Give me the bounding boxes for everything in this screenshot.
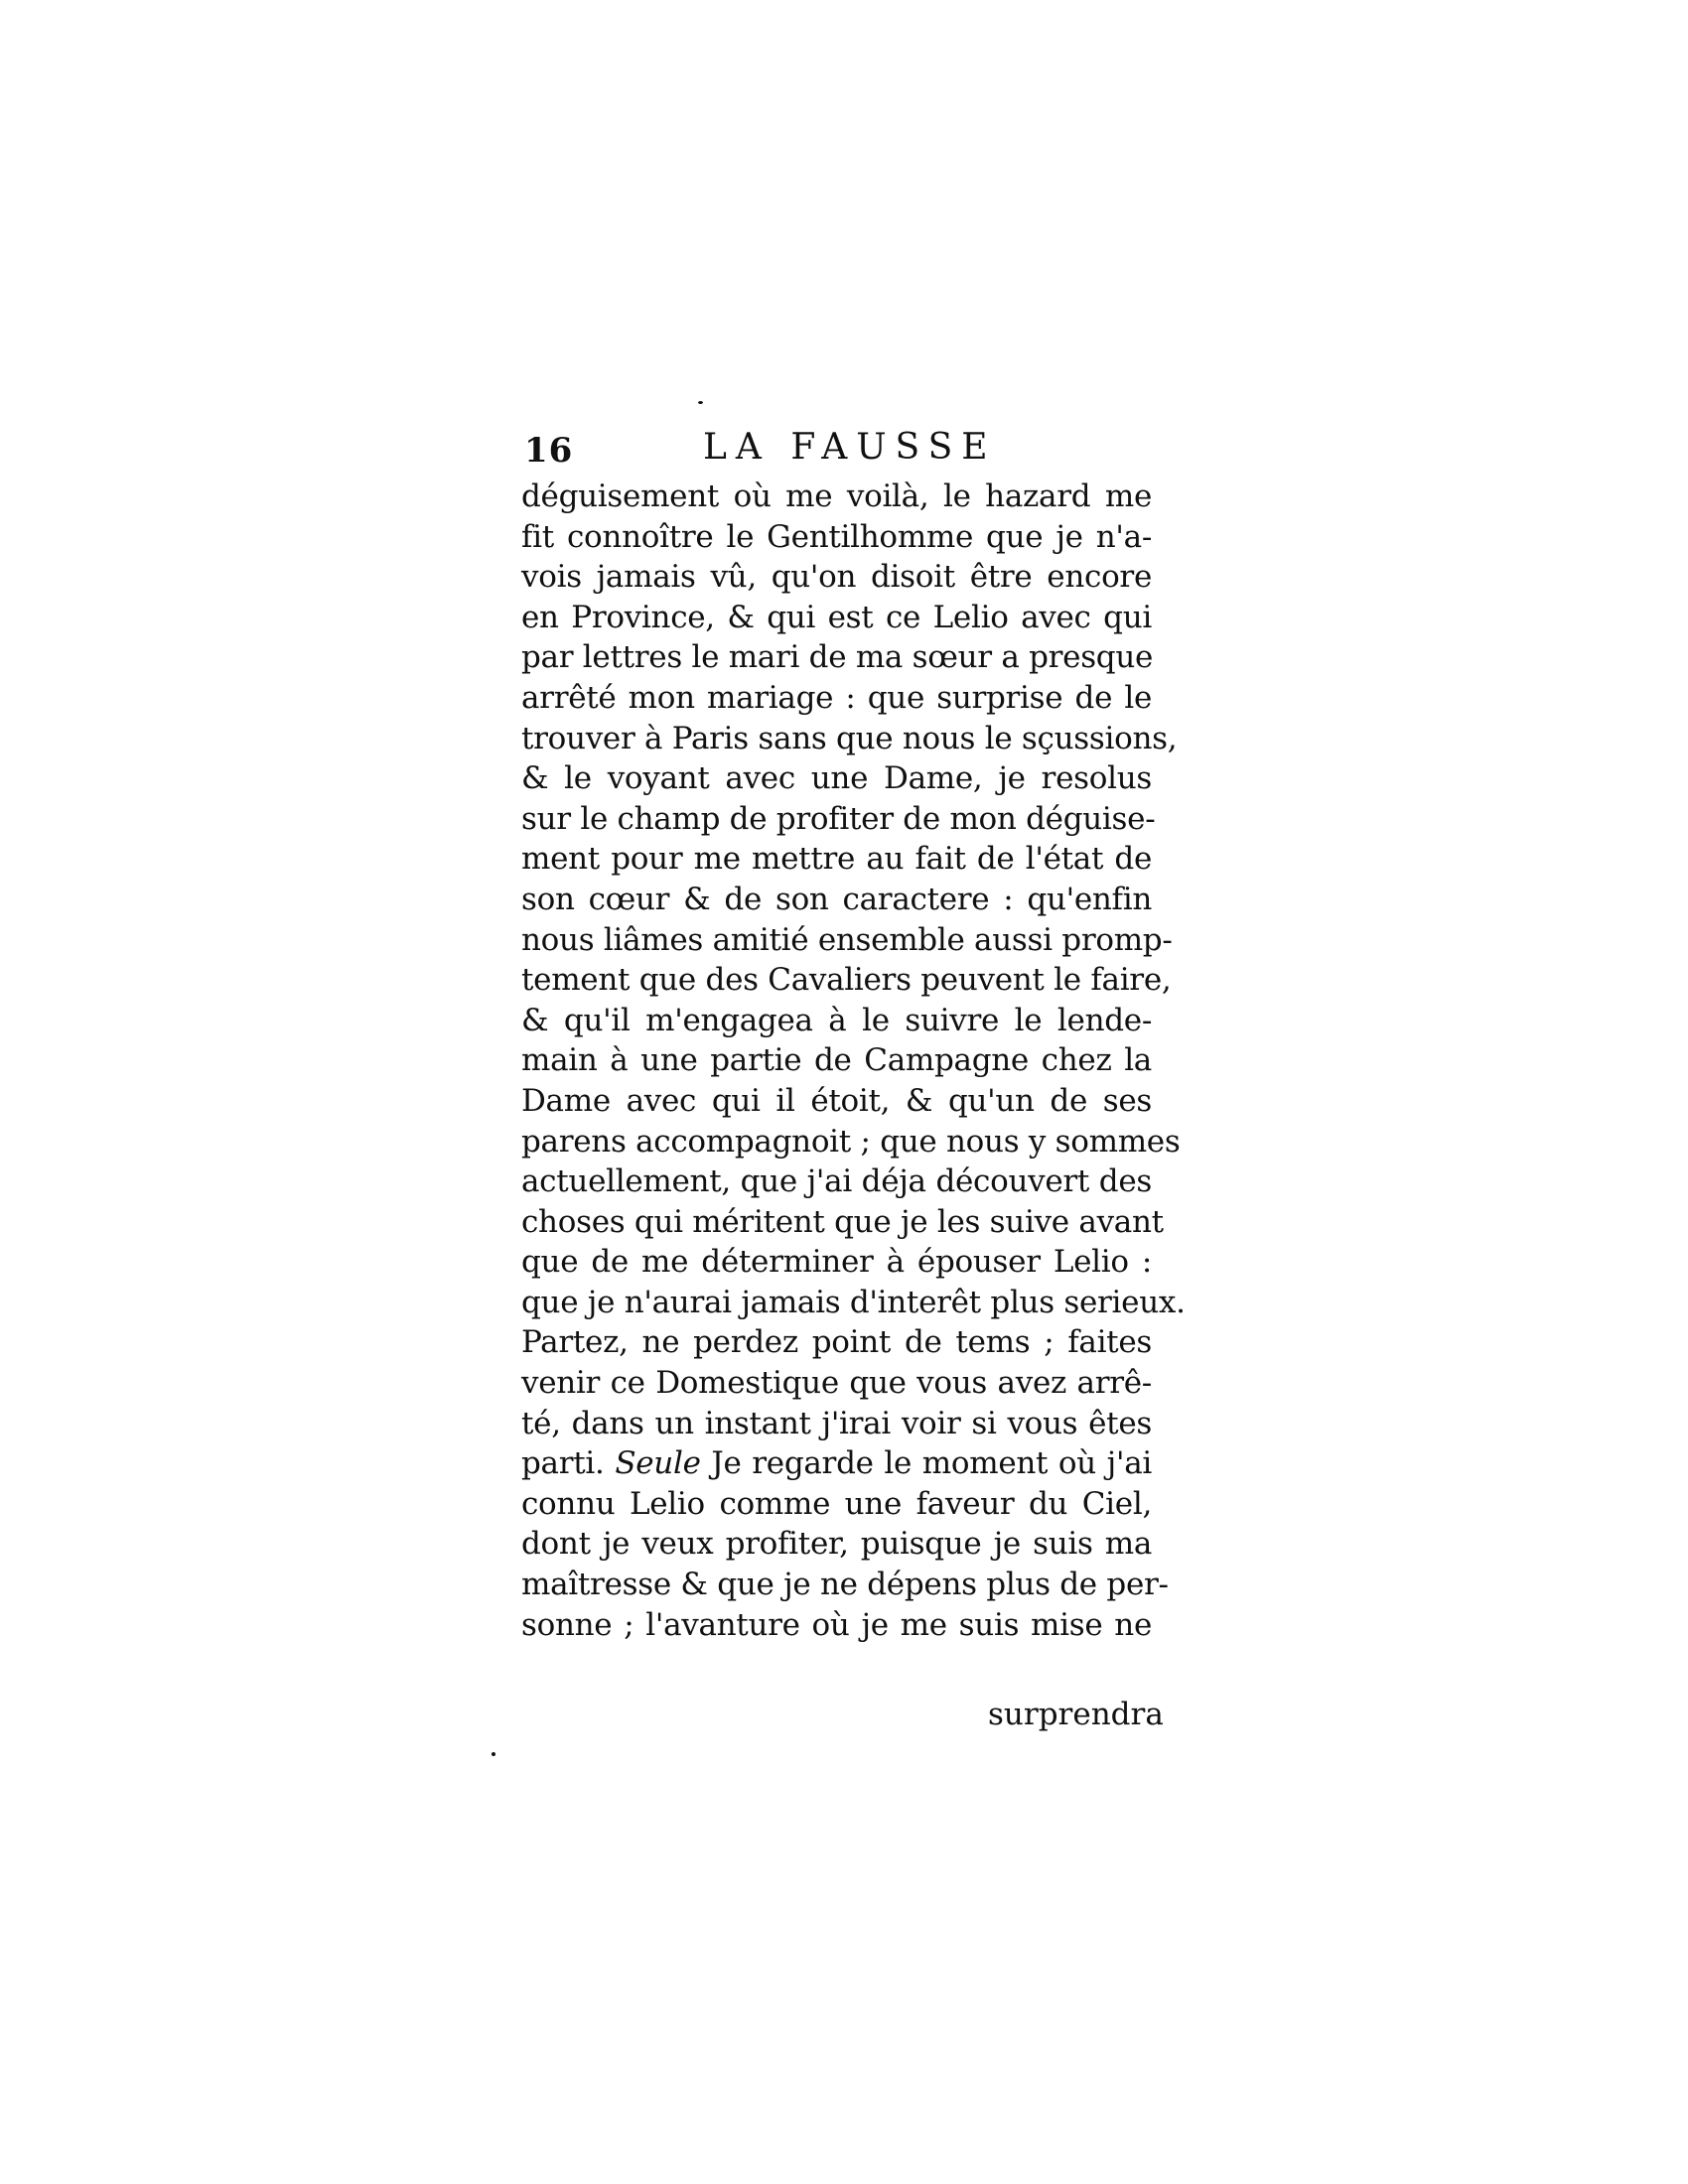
stage-line-end: Je regarde le moment où j'ai [711,1445,1152,1482]
text-line: sur le champ de profiter de mon déguise- [521,800,1156,837]
running-head: LA FAUSSE [703,427,997,468]
text-line: fit connoître le Gentilhomme que je n'a- [521,518,1152,555]
text-line: arrêté mon mariage : que surprise de le [521,679,1152,716]
text-line: que je n'aurai jamais d'interêt plus serieux. [521,1284,1186,1320]
text-line: main à une partie de Campagne chez la [521,1042,1152,1079]
text-line: parens accompagnoit ; que nous y sommes [521,1123,1181,1160]
text-line: vois jamais vû, qu'on disoit être encore [521,559,1152,596]
text-line: trouver à Paris sans que nous le sçussions, [521,720,1178,756]
text-line: té, dans un instant j'irai voir si vous êtes [521,1405,1152,1441]
text-line: connu Lelio comme une faveur du Ciel, [521,1485,1152,1522]
text-line: & le voyant avec une Dame, je resolus [521,760,1152,797]
stage-line-start: parti. [521,1445,605,1482]
page-number: 16 [524,431,574,471]
text-line: Partez, ne perdez point de tems ; faites [521,1324,1152,1361]
text-line: dont je veux profiter, puisque je suis ma [521,1526,1152,1563]
text-line: venir ce Domestique que vous avez arrê- [521,1365,1152,1402]
page-header [524,427,1160,473]
ink-speck [492,1752,495,1756]
ink-speck [698,401,703,404]
text-line: par lettres le mari de ma sœur a presque [521,639,1154,676]
text-line: maîtresse & que je ne dépens plus de per- [521,1567,1169,1603]
text-line: tement que des Cavaliers peuvent le faire, [521,962,1172,999]
text-line: déguisement où me voilà, le hazard me [521,478,1152,514]
text-line: son cœur & de son caractere : qu'enfin [521,881,1152,917]
text-line: Dame avec qui il étoit, & qu'un de ses [521,1082,1152,1119]
text-line: en Province, & qui est ce Lelio avec qui [521,599,1152,635]
text-line: que de me déterminer à épouser Lelio : [521,1244,1152,1281]
stage-direction: Seule [615,1445,701,1482]
text-line: choses qui méritent que je les suive avant [521,1203,1164,1240]
stage-direction-line [521,1443,1152,1484]
text-line: actuellement, que j'ai déja découvert des [521,1163,1152,1200]
text-line: & qu'il m'engagea à le suivre le lende- [521,1002,1152,1038]
catchword: surprendra [988,1697,1164,1732]
body-text [521,477,1186,1645]
text-line: ment pour me mettre au fait de l'état de [521,841,1152,878]
text-line: nous liâmes amitié ensemble aussi promp- [521,921,1173,958]
text-line: sonne ; l'avanture où je me suis mise ne [521,1606,1152,1643]
